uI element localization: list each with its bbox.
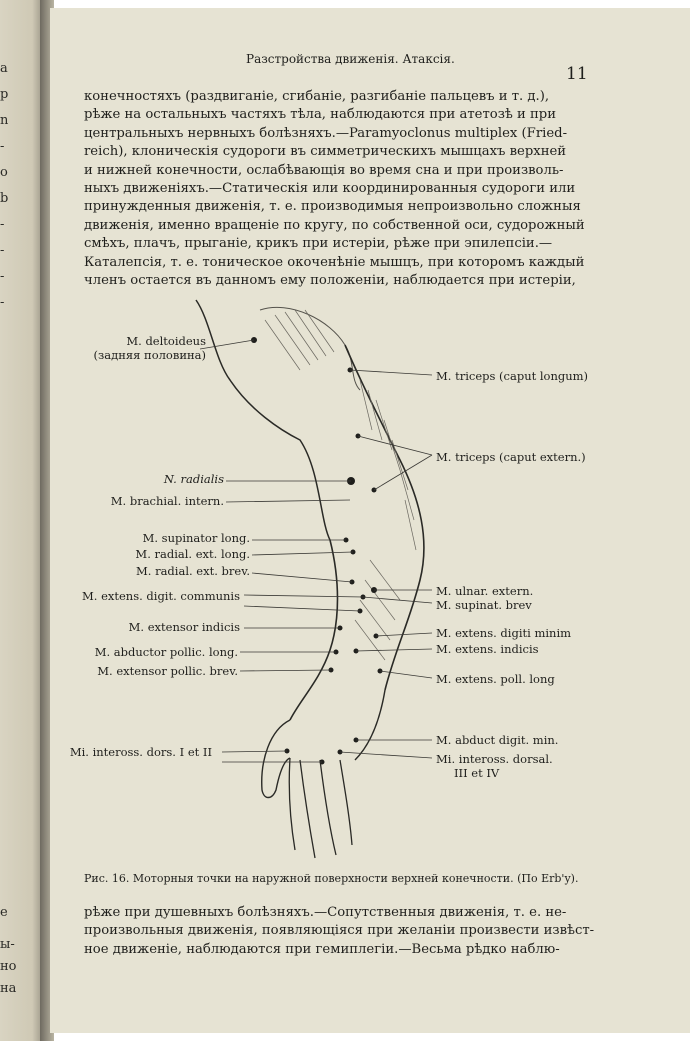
figure-label-left: M. brachial. intern. (110, 494, 224, 508)
figure-label-left: Mi. inteross. dors. I et II (69, 745, 212, 759)
left-page-fragment: - (0, 269, 5, 284)
left-page-fragment: ы- (0, 937, 15, 952)
running-header: Разстройства движенія. Атаксія. (246, 52, 455, 66)
figure-label-right: M. abduct digit. min. (436, 733, 559, 747)
figure-label-left: M. extens. digit. communis (81, 589, 240, 603)
figure-label-right: M. extens. poll. long (436, 672, 555, 686)
text-line: рѣже при душевныхъ болѣзняхъ.—Сопутственныя движенія, т. е. не- (84, 905, 567, 920)
text-line: ное движеніе, наблюдаются при гемиплегіи.—Весьма рѣдко наблю- (84, 941, 560, 957)
figure-label-right: M. triceps (caput longum) (436, 369, 589, 383)
figure-label-left: (задняя половина) (93, 348, 206, 362)
text-line: конечностяхъ (раздвиганіе, сгибаніе, разгибаніе пальцевъ и т. д.), (84, 89, 550, 104)
figure-label-left: M. supinator long. (142, 531, 250, 545)
text-line: центральныхъ нервныхъ болѣзняхъ.—Paramyoclonus multiplex (Fried- (84, 125, 568, 141)
figure-label-right: M. ulnar. extern. (436, 584, 534, 598)
figure-caption: Рис. 16. Моторныя точки на наружной поверхности верхней конечности. (По Erb'y). (84, 872, 579, 885)
figure-label-left: M. radial. ext. brev. (135, 564, 250, 578)
left-page-fragment: o (0, 165, 8, 180)
figure-label-right: M. extens. indicis (436, 642, 539, 656)
figure-label-right: III et IV (454, 766, 500, 780)
left-page-fragment: но (0, 959, 17, 974)
left-page-fragment: - (0, 139, 5, 154)
text-line: ныхъ движеніяхъ.—Статическія или координированныя судороги или (84, 181, 576, 197)
text-line: принужденныя движенія, т. е. производимыя непроизвольно сложныя (84, 199, 581, 215)
left-page-fragment: - (0, 295, 5, 310)
text-line: Каталепсія, т. е. тоническое окоченѣніе мышцъ, при которомъ каждый (84, 254, 585, 270)
text-line: движенія, именно вращеніе по кругу, по собственной оси, судорожный (84, 217, 585, 233)
text-line: членъ остается въ данномъ ему положеніи, наблюдается при истеріи, (84, 273, 576, 289)
left-page-fragment: b (0, 191, 9, 206)
text-line: произвольныя движенія, появляющіяся при желаніи произвести извѣст- (84, 923, 595, 939)
left-page-fragment: на (0, 981, 17, 996)
figure-label-right: M. supinat. brev (436, 598, 532, 612)
left-page-fragment: - (0, 243, 5, 258)
figure-label-left: M. radial. ext. long. (135, 547, 250, 561)
figure-label-left-italic: N. radialis (163, 472, 224, 486)
text-line: reich), клоническія судороги въ симметрическихъ мышцахъ верхней (84, 144, 567, 160)
text-line: и нижней конечности, ослабѣвающія во время сна и при произволь- (84, 162, 564, 178)
left-page-fragment: a (0, 61, 8, 76)
left-page-fragment: e (0, 905, 8, 920)
figure-label-left: M. extensor indicis (128, 620, 240, 634)
figure-label-right: M. triceps (caput extern.) (436, 450, 586, 464)
figure-label-right: M. extens. digiti minim (436, 626, 572, 640)
figure-label-right: Mi. inteross. dorsal. (436, 752, 553, 766)
left-page-fragment: - (0, 217, 5, 232)
text-line: смѣхъ, плачъ, прыганіе, крикъ при истеріи, рѣже при эпилепсіи.— (84, 236, 553, 252)
body-paragraph-top (84, 88, 584, 290)
figure-label-left: M. deltoideus (126, 334, 206, 348)
text-line: рѣже на остальныхъ частяхъ тѣла, наблюдаются при атетозѣ и при (84, 107, 557, 123)
page-number: 11 (566, 64, 588, 84)
body-paragraph-bottom (84, 904, 595, 959)
figure-label-left: M. abductor pollic. long. (94, 645, 238, 659)
left-page-fragment: n (0, 113, 9, 128)
figure-label-left: M. extensor pollic. brev. (97, 664, 238, 678)
left-page-fragment: p (0, 87, 9, 102)
